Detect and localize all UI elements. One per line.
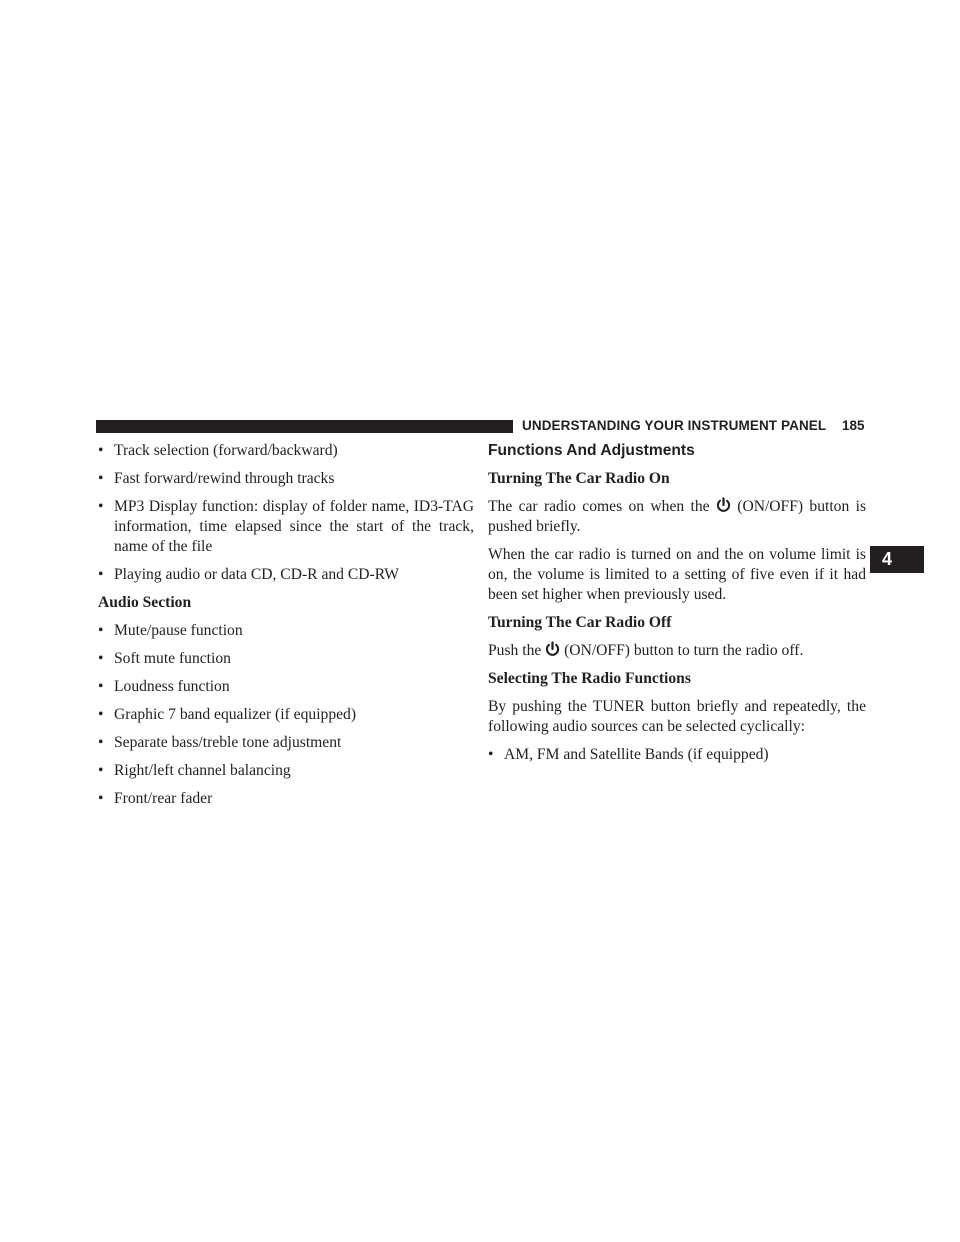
list-item <box>98 733 474 753</box>
page-number: 185 <box>842 418 865 433</box>
list-item <box>488 745 866 765</box>
paragraph-text: (ON/OFF) button is pushed briefly. <box>488 498 867 535</box>
list-item <box>98 497 474 557</box>
list-item-text: Loudness function <box>114 678 230 695</box>
paragraph-radio-on <box>488 497 866 537</box>
list-item <box>98 441 474 461</box>
list-item <box>98 469 474 489</box>
list-item-text: Fast forward/rewind through tracks <box>114 470 335 487</box>
header-rule <box>96 420 513 433</box>
list-item-text: Track selection (forward/backward) <box>114 442 338 459</box>
bullet-icon: • <box>98 622 104 639</box>
subheading-select-functions: Selecting The Radio Functions <box>488 670 691 687</box>
bullet-icon: • <box>488 746 494 763</box>
power-icon <box>545 641 560 657</box>
list-item-text: Mute/pause function <box>114 622 243 639</box>
list-item <box>98 565 474 585</box>
list-item-text: Playing audio or data CD, CD-R and CD-RW <box>114 566 399 583</box>
bullet-icon: • <box>98 442 104 459</box>
power-icon <box>716 497 731 513</box>
bullet-icon: • <box>98 498 104 515</box>
left-column <box>98 441 474 817</box>
bullet-icon: • <box>98 734 104 751</box>
chapter-tab: 4 <box>870 546 924 573</box>
subheading-radio-off: Turning The Car Radio Off <box>488 614 672 631</box>
list-item-text: Front/rear fader <box>114 790 213 807</box>
subheading-radio-on: Turning The Car Radio On <box>488 470 670 487</box>
paragraph-select-functions: By pushing the TUNER button briefly and repeatedly, the following audio sources can be selected cyclically: <box>488 698 866 735</box>
page-header-title: UNDERSTANDING YOUR INSTRUMENT PANEL <box>522 418 827 433</box>
list-item <box>98 649 474 669</box>
paragraph-text: The car radio comes on when the <box>488 498 710 515</box>
bullet-icon: • <box>98 650 104 667</box>
list-item <box>98 705 474 725</box>
paragraph-text: (ON/OFF) button to turn the radio off. <box>564 642 804 659</box>
list-item <box>98 677 474 697</box>
paragraph-volume-limit: When the car radio is turned on and the on volume limit is on, the volume is limited to a setting of five even if it had been set higher when previously used. <box>488 546 866 603</box>
list-item-text: Soft mute function <box>114 650 231 667</box>
audio-section-heading: Audio Section <box>98 594 192 611</box>
list-item <box>98 761 474 781</box>
bullet-icon: • <box>98 678 104 695</box>
paragraph-radio-off <box>488 641 866 661</box>
list-item <box>98 621 474 641</box>
right-column <box>488 441 866 773</box>
list-item-text: AM, FM and Satellite Bands (if equipped) <box>504 746 769 763</box>
list-item-text: MP3 Display function: display of folder name, ID3-TAG information, time elapsed since the start of the track, name of the file <box>114 498 474 555</box>
bullet-icon: • <box>98 706 104 723</box>
paragraph-text: Push the <box>488 642 542 659</box>
list-item <box>98 789 474 809</box>
bullet-icon: • <box>98 790 104 807</box>
list-item-text: Right/left channel balancing <box>114 762 291 779</box>
section-heading: Functions And Adjustments <box>488 442 695 459</box>
list-item-text: Separate bass/treble tone adjustment <box>114 734 342 751</box>
bullet-icon: • <box>98 566 104 583</box>
bullet-icon: • <box>98 762 104 779</box>
list-item-text: Graphic 7 band equalizer (if equipped) <box>114 706 357 723</box>
bullet-icon: • <box>98 470 104 487</box>
